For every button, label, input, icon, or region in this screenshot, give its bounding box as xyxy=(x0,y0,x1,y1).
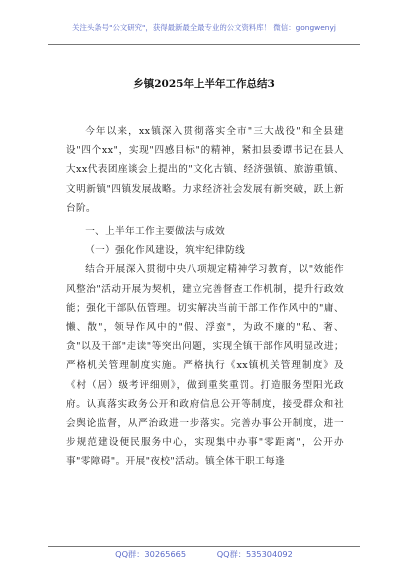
document-body xyxy=(66,122,344,472)
subsection-heading: （一）强化作风建设，筑牢纪律防线 xyxy=(85,245,246,257)
page-header-banner: 关注头条号"公文研究"，获得最新最全最专业的公文资料库！ 微信：gongwenyj xyxy=(72,23,336,32)
page-footer xyxy=(0,549,408,560)
header-divider xyxy=(48,44,360,45)
section-heading: 一、上半年工作主要做法与成效 xyxy=(85,226,226,238)
body-paragraph: 结合开展深入贯彻中央八项规定精神学习教育，以"效能作风整治"活动开展为契机，建立完善督查工作机制，提升行政效能；强化干部队伍管理。切实解决当前干部工作作风中的"庸、懒、散"，领导作风中的"假、浮蛮"，为政不廉的"私、奢、贪"以及干部"走读"等突出问题，实现全镇干部作风明显改进；严格机关管理制度实施。严格执行《xx镇机关管理制度》及《村（居）级考评细则》，做到重奖重罚。打造服务型阳光政府。认真落实政务公开和政府信息公开等制度，接受群众和社会舆论监督，从严治政进一步落实。完善办事公开制度，进一步规范建设便民服务中心，实现集中办事"零距离"，公开办事"零障碍"。开展"夜校"活动。镇全体干职工每逢 xyxy=(66,264,344,468)
intro-paragraph: 今年以来，xx镇深入贯彻落实全市"三大战役"和全县建设"四个xx"，实现"四感目标"的精神，紧扣县委谭书记在县人大xx代表团座谈会上提出的"文化古镇、经济强镇、旅游重镇、文明新镇"四镇发展战略。力求经济社会发展有新突破，跃上新台阶。 xyxy=(66,126,344,214)
document-title: 乡镇2025年上半年工作总结3 xyxy=(133,78,275,90)
footer-qq-group-1: QQ群：30265665 xyxy=(115,549,187,559)
footer-divider xyxy=(48,546,360,547)
footer-qq-group-2: QQ群：535304092 xyxy=(216,549,293,559)
